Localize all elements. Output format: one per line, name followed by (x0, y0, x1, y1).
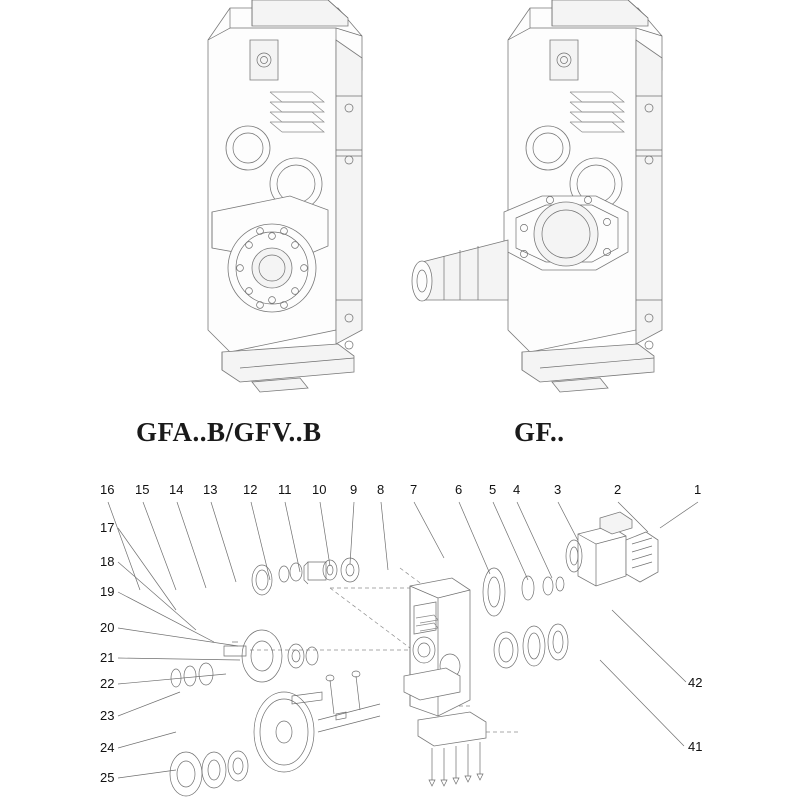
callout-17: 17 (100, 520, 115, 535)
callout-3: 3 (554, 482, 562, 497)
callout-9: 9 (350, 482, 358, 497)
callout-8: 8 (377, 482, 385, 497)
callout-18: 18 (100, 554, 115, 569)
callout-16: 16 (100, 482, 115, 497)
callout-42: 42 (688, 675, 703, 690)
callout-1: 1 (694, 482, 702, 497)
caption-right: GF.. (514, 417, 565, 447)
exploded-view (0, 470, 800, 800)
callout-20: 20 (100, 620, 115, 635)
callout-5: 5 (489, 482, 497, 497)
callout-41: 41 (688, 739, 703, 754)
callout-15: 15 (135, 482, 150, 497)
callout-24: 24 (100, 740, 115, 755)
callout-2: 2 (614, 482, 622, 497)
callout-25: 25 (100, 770, 115, 785)
callout-14: 14 (169, 482, 184, 497)
callout-6: 6 (455, 482, 463, 497)
callout-10: 10 (312, 482, 327, 497)
callout-12: 12 (243, 482, 258, 497)
callout-13: 13 (203, 482, 218, 497)
callout-19: 19 (100, 584, 115, 599)
callout-11: 11 (278, 482, 292, 497)
caption-left: GFA..B/GFV..B (136, 417, 322, 447)
callout-7: 7 (410, 482, 418, 497)
figure-left-gearbox (100, 0, 400, 400)
callout-22: 22 (100, 676, 115, 691)
callout-21: 21 (100, 650, 115, 665)
figure-right-gearbox (400, 0, 720, 400)
callout-4: 4 (513, 482, 521, 497)
callout-23: 23 (100, 708, 115, 723)
